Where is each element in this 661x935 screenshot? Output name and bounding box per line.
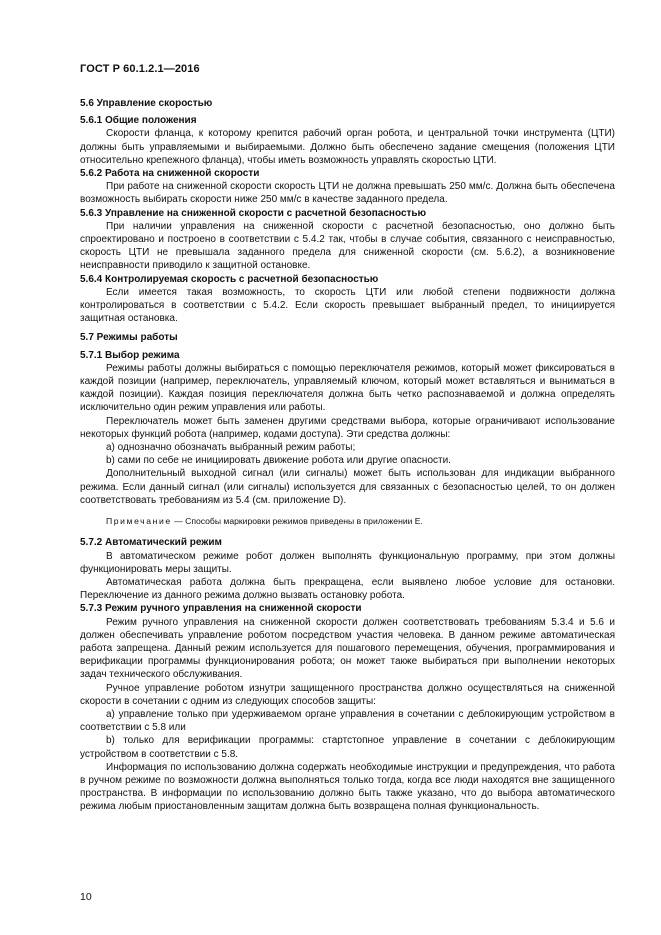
document-header: ГОСТ Р 60.1.2.1—2016 (80, 63, 200, 75)
paragraph: Режимы работы должны выбираться с помощью переключателя режимов, который может фиксироваться в каждой позиции (например, переключатель, управляемый ключом, который может вставляться и выниматься в каждой позиции). Каждая позиция переключателя должна быть четко распознаваемой и должна определять исключительно один режим управления или работы. (80, 362, 615, 414)
paragraph: Дополнительный выходной сигнал (или сигналы) может быть использован для индикации выбранного режима. Если данный сигнал (или сигналы) используется для связанных с безопасностью целей, то он должен соответствовать требованиям из 5.4 (см. приложение D). (80, 468, 615, 506)
paragraph: Автоматическая работа должна быть прекращена, если выявлено любое условие для остановки. Переключение из данного режима должно вызвать остановку робота. (80, 576, 615, 602)
list-item-a: a) однозначно обозначать выбранный режим работы; (106, 442, 356, 454)
paragraph: Скорости фланца, к которому крепится рабочий орган робота, и центральной точки инструмента (ЦТИ) должны быть управляемыми и выбираемыми. Должно быть обеспечено задание смещения (положения ЦТИ относительно крепежного фланца), чтобы иметь возможность управлять скоростью ЦТИ. (80, 128, 615, 166)
subsection-heading-5-6-1: 5.6.1 Общие положения (80, 115, 197, 127)
subsection-heading-5-7-1: 5.7.1 Выбор режима (80, 349, 180, 361)
list-item-b: b) сами по себе не инициировать движение робота или другие опасности. (106, 455, 451, 467)
subsection-heading-5-7-3: 5.7.3 Режим ручного управления на сниженной скорости (80, 603, 362, 615)
paragraph: Переключатель может быть заменен другими средствами выбора, которые ограничивают использование некоторых функций робота (например, кодами доступа). Эти средства должны: (80, 415, 615, 440)
paragraph: Информация по использованию должна содержать необходимые инструкции и предупреждения, что работа в ручном режиме по возможности должна выполняться только тогда, когда все люди находятся вне защищенного пространства. В информации по использованию должно быть также указано, что до выбора автоматического режима любым приостановленным защитам должна быть возвращена полная функциональность. (80, 761, 615, 813)
document-body (80, 91, 615, 814)
section-heading-5-6: 5.6 Управление скоростью (80, 98, 213, 109)
subsection-heading-5-6-2: 5.6.2 Работа на сниженной скорости (80, 168, 260, 180)
subsection-heading-5-6-3: 5.6.3 Управление на сниженной скорости с расчетной безопасностью (80, 207, 427, 219)
paragraph: Режим ручного управления на сниженной скорости должен соответствовать требованиям 5.3.4 и 5.6 и должен обеспечивать управление роботом посредством участия человека. В данном режиме автоматическая работа запрещена. Данный режим используется для пошагового перемещения, обучения, программирования и верификации программы функционирования робота; он может также выбираться при выполнении некоторых задач технического обслуживания. (80, 616, 615, 681)
subsection-heading-5-6-4: 5.6.4 Контролируемая скорость с расчетной безопасностью (80, 273, 379, 285)
list-item-a: a) управление только при удерживаемом органе управления в сочетании с деблокирующим устройством в соответствии с 5.8 или (80, 708, 615, 734)
note-label: Примечание (106, 516, 172, 527)
list-item-b: b) только для верификации программы: стартстопное управление в сочетании с деблокирующим устройством в соответствии с 5.8. (80, 735, 615, 760)
paragraph: Если имеется такая возможность, то скорость ЦТИ или любой степени подвижности должна контролироваться в соответствии с 5.4.2. Если скорость превышает выбранный предел, то инициируется защитная остановка. (80, 286, 615, 325)
paragraph: В автоматическом режиме робот должен выполнять функциональную программу, при этом должны функционировать меры защиты. (80, 550, 615, 575)
subsection-heading-5-7-2: 5.7.2 Автоматический режим (80, 537, 222, 549)
paragraph: При наличии управления на сниженной скорости с расчетной безопасностью, оно должно быть спроектировано и построено в соответствии с 5.4.2 так, чтобы в случае события, связанного с неисправностью, скорость ЦТИ не превышала заданного предела для сниженной скорости (см. 5.6.2), а возникновение неисправности приводило к защитной остановке. (80, 220, 615, 272)
note (106, 515, 615, 528)
note-text: — Способы маркировки режимов приведены в приложении Е. (171, 516, 423, 527)
page-number: 10 (80, 891, 92, 903)
paragraph: Ручное управление роботом изнутри защищенного пространства должно осуществляться на сниженной скорости в сочетании с одним из следующих способов защиты: (80, 682, 615, 707)
paragraph: При работе на сниженной скорости скорость ЦТИ не должна превышать 250 мм/с. Должна быть обеспечена возможность выбирать скорости ниже 250 мм/с в качестве заданного предела. (80, 181, 615, 206)
section-heading-5-7: 5.7 Режимы работы (80, 332, 178, 344)
